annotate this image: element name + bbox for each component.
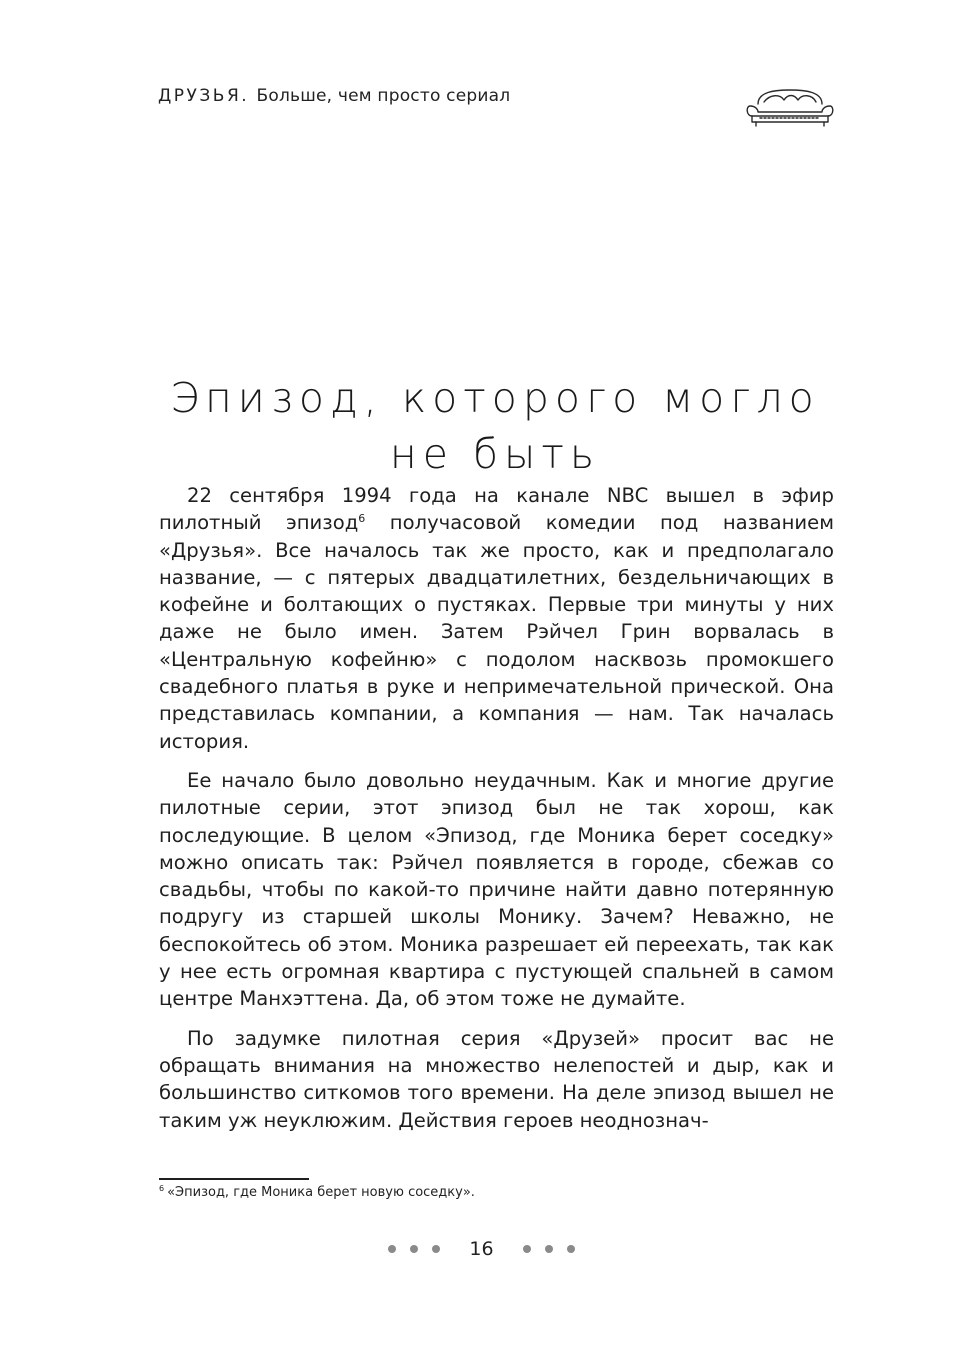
footnote-reference[interactable]: 6 xyxy=(358,512,366,526)
paragraph-3: По задумке пилотная серия «Друзей» просит вас не обращать внимания на множество нелепостей и дыр, как и большинство ситкомов того времени. На деле эпизод вышел не таким уж неуклюжим. Действия героев неоднознач- xyxy=(159,1026,834,1132)
decorative-dot xyxy=(523,1245,531,1253)
decorative-dot xyxy=(567,1245,575,1253)
decorative-dot xyxy=(432,1245,440,1253)
body-text xyxy=(159,482,834,1146)
footnote-text: «Эпизод, где Моника берет новую соседку». xyxy=(167,1185,475,1200)
paragraph-1-start: 22 сентября 1994 года на канале NBC вышел в эфир пилотный эпизод xyxy=(159,484,834,535)
paragraph-2: Ее начало было довольно неудачным. Как и многие другие пилотные серии, этот эпизод был не так хорош, как последующие. В целом «Эпизод, где Моника берет соседку» можно описать так: Рэйчел появляется в городе, сбежав со свадьбы, чтобы по какой-то причине найти давно потерянную подругу из старшей школы Монику. Зачем? Неважно, не беспокойтесь об этом. Моника разрешает ей переехать, так как у нее есть огромная квартира с пустующей спальней в самом центре Манхэттена. Да, об этом тоже не думайте. xyxy=(159,768,834,1011)
decorative-dot xyxy=(410,1245,418,1253)
paragraph-1 xyxy=(159,482,834,755)
header-dot: . xyxy=(241,86,247,106)
page-footer xyxy=(0,1238,963,1260)
footnote-number: 6 xyxy=(159,1184,165,1193)
running-header xyxy=(158,86,510,106)
series-title: ДРУЗЬЯ xyxy=(158,86,242,106)
paragraph-1-end: получасовой комедии под названием «Друзья». Все началось так же просто, как и предполагало название, — с пятерых двадцатилетних, бездельничающих в кофейне и болтающих о пустяках. Первые три минуты у них даже не было имен. Затем Рэйчел Грин ворвалась в «Центральную кофейню» с подолом насквозь промокшего свадебного платья в руке и непримечательной прической. Она представилась компании, а компания — нам. Так началась история. xyxy=(159,511,834,753)
page-number: 16 xyxy=(469,1238,494,1260)
footnote-divider xyxy=(159,1178,309,1180)
couch-icon xyxy=(744,84,836,130)
decorative-dot xyxy=(545,1245,553,1253)
chapter-title: Эпизод, которого могло не быть xyxy=(170,374,820,478)
footnote xyxy=(159,1184,475,1200)
book-subtitle: Больше, чем просто сериал xyxy=(256,86,511,106)
decorative-dot xyxy=(388,1245,396,1253)
